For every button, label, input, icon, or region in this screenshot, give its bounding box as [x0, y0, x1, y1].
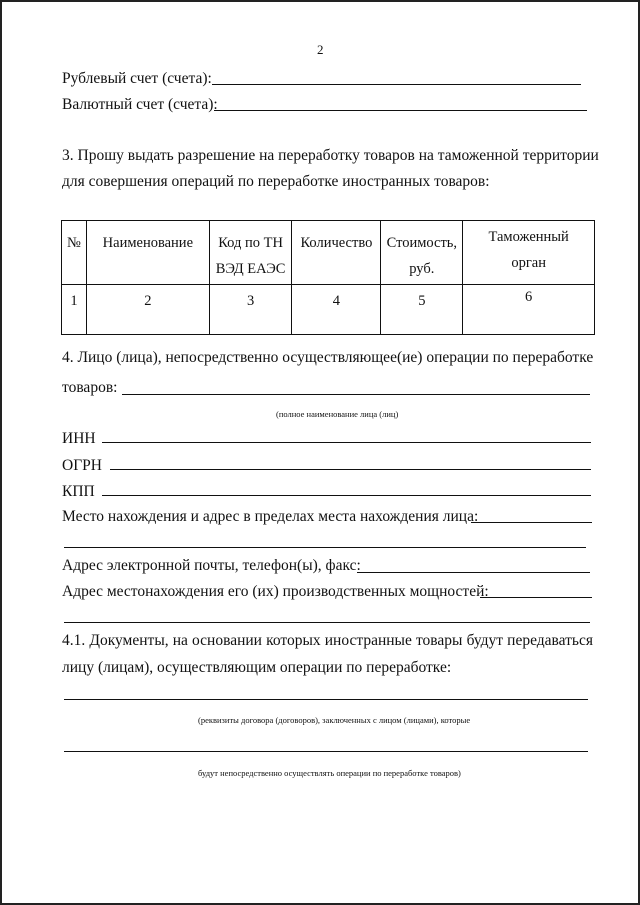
production-field[interactable] — [480, 597, 592, 598]
kpp-label: КПП — [62, 483, 95, 500]
table-cell[interactable]: 5 — [381, 285, 463, 335]
header-name: Наименование — [86, 221, 209, 285]
goods-table — [61, 220, 595, 335]
contacts-label: Адрес электронной почты, телефон(ы), факс: — [62, 557, 361, 574]
section3-line2: для совершения операций по переработке иностранных товаров: — [62, 173, 490, 190]
scan-border-top — [0, 0, 640, 2]
person-name-caption: (полное наименование лица (лиц) — [276, 409, 399, 419]
inn-label: ИНН — [62, 430, 96, 447]
table-cell[interactable]: 6 — [463, 285, 595, 335]
section3-line1: 3. Прошу выдать разрешение на переработку товаров на таможенной территории — [62, 147, 599, 164]
table-cell[interactable]: 2 — [86, 285, 209, 335]
contract-caption-2: будут непосредственно осуществлять операции по переработке товаров) — [198, 768, 461, 778]
table-header-row — [62, 221, 595, 285]
scan-border-left — [0, 0, 2, 905]
section41-line2: лицу (лицам), осуществляющим операции по переработке: — [62, 659, 452, 676]
inn-field[interactable] — [102, 442, 591, 443]
section4-line1: 4. Лицо (лица), непосредственно осуществляющее(ие) операции по переработке — [62, 349, 594, 366]
section41-line1: 4.1. Документы, на основании которых иностранные товары будут передаваться — [62, 632, 593, 649]
table-row — [62, 285, 595, 335]
contacts-field[interactable] — [357, 572, 590, 573]
rub-account-field[interactable] — [212, 84, 581, 85]
table-cell[interactable]: 1 — [62, 285, 87, 335]
person-name-field[interactable] — [122, 394, 590, 395]
table-cell[interactable]: 4 — [292, 285, 381, 335]
header-code: Код по ТН ВЭД ЕАЭС — [209, 221, 292, 285]
contract-field[interactable] — [64, 699, 588, 700]
production-field-cont[interactable] — [64, 622, 590, 623]
address-label: Место нахождения и адрес в пределах места нахождения лица: — [62, 508, 479, 525]
contract-field-cont[interactable] — [64, 751, 588, 752]
fx-account-field[interactable] — [214, 110, 587, 111]
header-number: № — [62, 221, 87, 285]
table-cell[interactable]: 3 — [209, 285, 292, 335]
ogrn-label: ОГРН — [62, 457, 102, 474]
rub-account-label: Рублевый счет (счета): — [62, 70, 212, 87]
header-quantity: Количество — [292, 221, 381, 285]
ogrn-field[interactable] — [110, 469, 591, 470]
header-cost: Стоимость, руб. — [381, 221, 463, 285]
kpp-field[interactable] — [102, 495, 591, 496]
address-field-cont[interactable] — [64, 547, 586, 548]
production-label: Адрес местонахождения его (их) производственных мощностей: — [62, 583, 489, 600]
page-number: 2 — [317, 42, 324, 57]
contract-caption-1: (реквизиты договора (договоров), заключенных с лицом (лицами), которые — [198, 715, 471, 725]
section4-line2: товаров: — [62, 379, 118, 396]
fx-account-label: Валютный счет (счета): — [62, 96, 218, 113]
header-customs: Таможенный орган — [463, 221, 595, 285]
address-field[interactable] — [471, 522, 592, 523]
